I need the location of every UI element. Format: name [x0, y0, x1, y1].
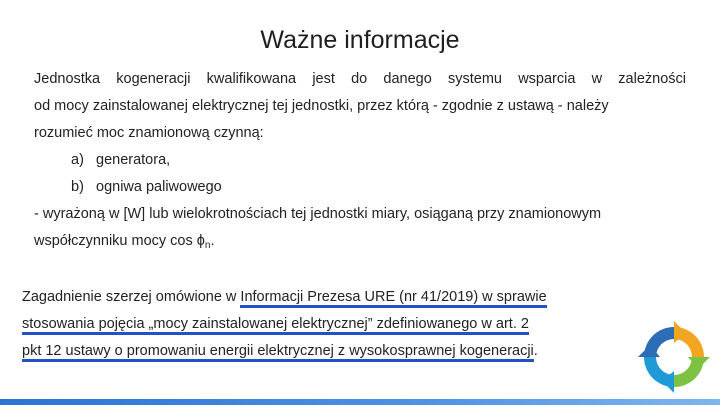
line-text: . — [210, 233, 215, 249]
paragraph-line — [22, 284, 622, 311]
phi-symbol: ϕ — [196, 233, 205, 249]
slide-title: Ważne informacje — [260, 26, 460, 54]
paragraph-line — [22, 338, 622, 365]
list-item-text: ogniwa paliwowego — [96, 179, 222, 195]
main-paragraph — [34, 66, 686, 259]
paragraph-line: rozumieć moc znamionową czynną: — [34, 125, 264, 141]
line-text: współczynniku mocy cos — [34, 233, 197, 249]
ure-info-link[interactable]: pkt 12 ustawy o promowaniu energii elektrycznej z wysokosprawnej kogeneracji — [22, 343, 534, 362]
ure-info-link[interactable]: stosowania pojęcia „mocy zainstalowanej elektrycznej” zdefiniowanego w art. 2 — [22, 316, 529, 335]
paragraph-line: - wyrażoną w [W] lub wielokrotnościach tej jednostki miary, osiąganą przy znamionowym — [34, 206, 602, 222]
paragraph-line — [22, 311, 622, 338]
reference-paragraph — [22, 284, 622, 365]
list-item — [34, 147, 686, 174]
paragraph-line: Jednostka kogeneracji kwalifikowana jest do danego systemu wsparcia w zależności — [34, 71, 686, 87]
bottom-accent-bar — [0, 399, 720, 405]
paragraph-line — [34, 228, 686, 259]
reference-prefix: Zagadnienie szerzej omówione w — [22, 289, 241, 305]
reference-suffix: . — [533, 343, 538, 359]
list-item — [34, 174, 686, 201]
circular-arrows-logo-icon — [638, 321, 710, 393]
phi-subscript: n — [204, 240, 211, 251]
paragraph-line: od mocy zainstalowanej elektrycznej tej jednostki, przez którą - zgodnie z ustawą - należy — [34, 98, 609, 114]
ure-info-link[interactable]: Informacji Prezesa URE (nr 41/2019) w sprawie — [240, 289, 546, 308]
list-marker: b) — [71, 179, 84, 195]
list-item-text: generatora, — [96, 152, 171, 168]
list-marker: a) — [71, 152, 84, 168]
